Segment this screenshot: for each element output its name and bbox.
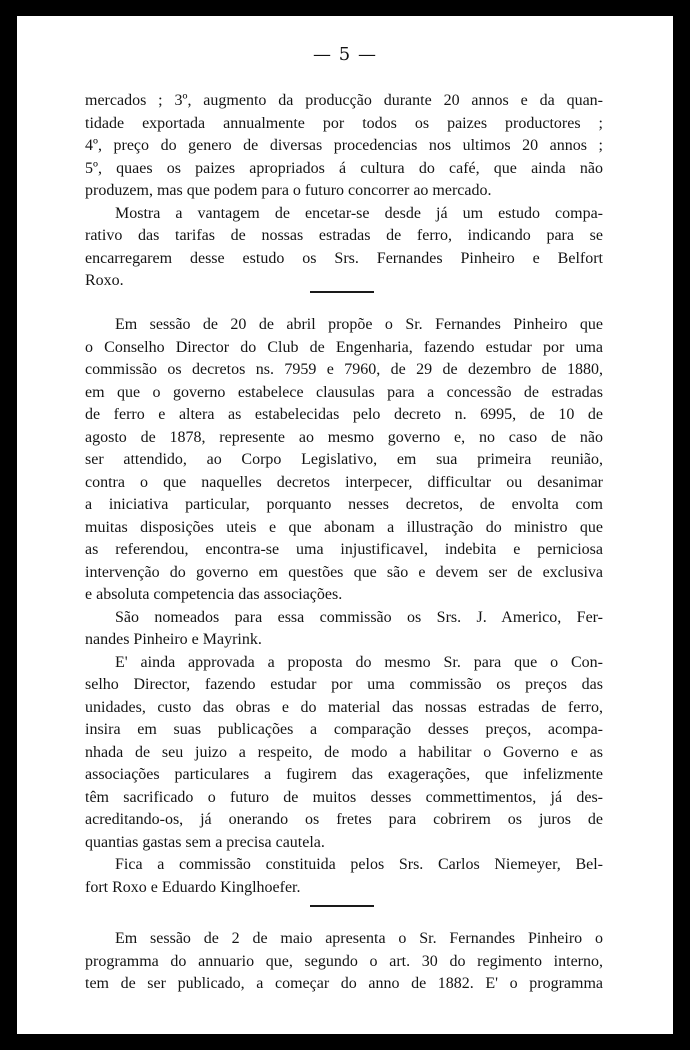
text-line: commissão os decretos ns. 7959 e 7960, de 29 de dezembro de 1880, (85, 361, 603, 378)
text-line: E' ainda approvada a proposta do mesmo Sr. para que o Con- (115, 653, 603, 671)
text-line: e absoluta competencia das associações. (85, 586, 343, 603)
text-line: 5º, quaes os paizes apropriados á cultura do café, que ainda não (85, 159, 603, 177)
text-line: as referendou, encontra-se uma injustificavel, indebita e perniciosa (85, 541, 603, 558)
text-line: insira em suas publicações a comparação desses preços, acompa- (85, 721, 603, 738)
text-line: programma do annuario que, segundo o art. 30 do regimento interno, (85, 952, 603, 970)
text-line: nhada de seu juizo a respeito, de modo a habilitar o Governo e as (85, 743, 603, 761)
text-line: tidade exportada annualmente por todos os paizes productores ; (85, 114, 603, 132)
text-line: agosto de 1878, represente ao mesmo governo e, no caso de não (85, 428, 603, 446)
text-line: selho Director, fazendo estudar por uma commissão os preços das (85, 676, 603, 693)
section-2 (85, 314, 603, 899)
text-line: têm sacrificado o futuro de muitos desses commettimentos, já des- (85, 788, 603, 806)
text-line: de ferro e altera as estabelecidas pelo decreto n. 6995, de 10 de (85, 406, 603, 423)
text-line: nandes Pinheiro e Mayrink. (85, 631, 262, 648)
text-line: São nomeados para essa commissão os Srs. J. Americo, Fer- (115, 608, 603, 626)
text-line: tem de ser publicado, a começar do anno de 1882. E' o programma (85, 975, 603, 992)
page-number: — 5 — (313, 44, 377, 65)
text-line: o Conselho Director do Club de Engenharia, fazendo estudar por uma (85, 338, 603, 356)
section-separator (310, 291, 374, 293)
text-line: produzem, mas que podem para o futuro concorrer ao mercado. (85, 182, 492, 199)
text-line: 4º, preço do genero de diversas procedencias nos ultimos 20 annos ; (85, 137, 603, 154)
text-line: intervenção do governo em questões que são e devem ser de exclusiva (85, 563, 603, 581)
text-line: Roxo. (85, 272, 124, 289)
text-line: associações particulares a fugirem das exagerações, que infelizmente (85, 766, 603, 783)
text-line: Em sessão de 20 de abril propõe o Sr. Fernandes Pinheiro que (115, 316, 603, 333)
section-3 (85, 928, 603, 996)
text-line: rativo das tarifas de nossas estradas de ferro, indicando para se (85, 227, 603, 244)
section-separator (310, 905, 374, 907)
text-line: a iniciativa particular, porquanto nesses decretos, de envolta com (85, 496, 603, 513)
text-line: fort Roxo e Eduardo Kinglhoefer. (85, 878, 301, 896)
text-line: em que o governo estabelece clausulas para a concessão de estradas (85, 383, 603, 401)
document-page (17, 16, 673, 1034)
text-line: encarregarem desse estudo os Srs. Fernandes Pinheiro e Belfort (85, 249, 603, 267)
text-line: muitas disposições uteis e que abonam a illustração do ministro que (85, 518, 603, 536)
text-line: Mostra a vantagem de encetar-se desde já um estudo compa- (115, 204, 603, 222)
text-line: Em sessão de 2 de maio apresenta o Sr. Fernandes Pinheiro o (115, 930, 603, 947)
section-1 (85, 90, 603, 293)
text-line: mercados ; 3º, augmento da producção durante 20 annos e da quan- (85, 92, 603, 109)
text-line: Fica a commissão constituida pelos Srs. Carlos Niemeyer, Bel- (115, 856, 603, 873)
text-line: unidades, custo das obras e do material das nossas estradas de ferro, (85, 698, 603, 716)
text-line: ser attendido, ao Corpo Legislativo, em sua primeira reunião, (85, 451, 603, 468)
text-line: contra o que naquelles decretos interpecer, difficultar ou desanimar (85, 473, 603, 491)
text-line: quantias gastas sem a precisa cautela. (85, 833, 325, 851)
text-line: acreditando-os, já onerando os fretes para cobrirem os juros de (85, 811, 603, 828)
